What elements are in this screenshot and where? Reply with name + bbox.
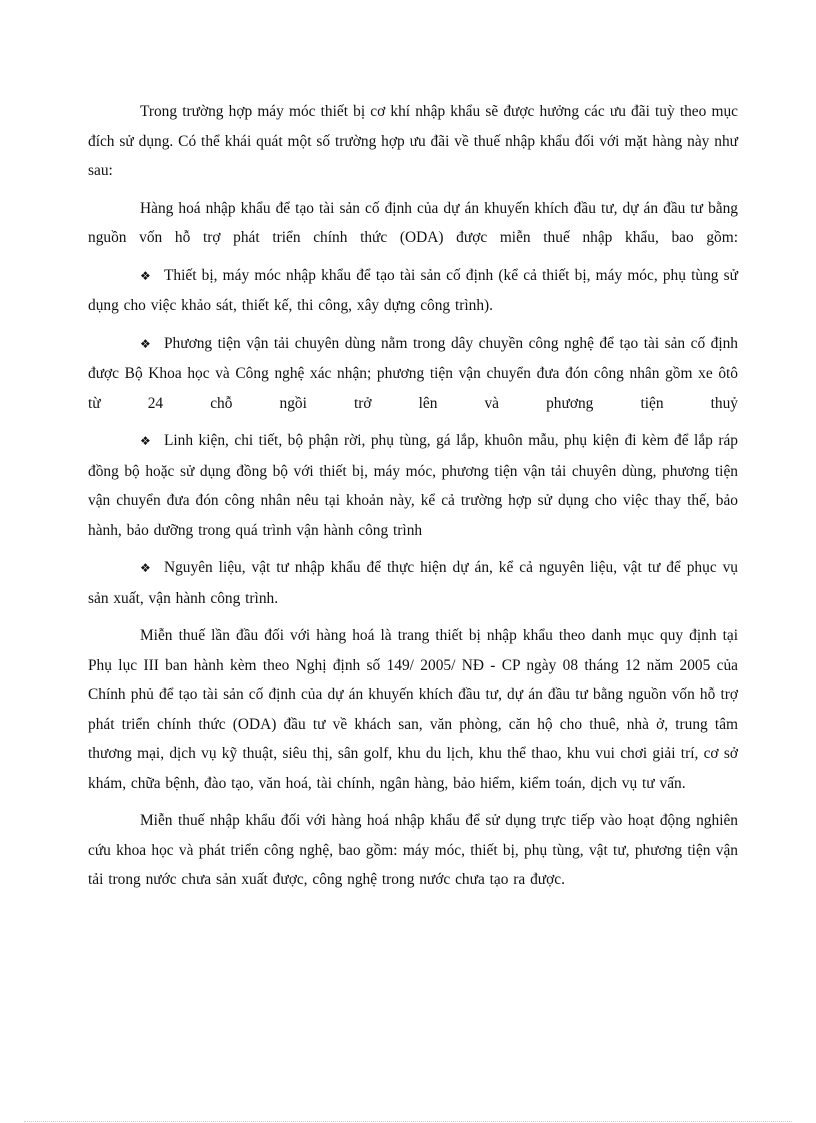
bullet-item-components — [88, 426, 738, 545]
bullet-text: Linh kiện, chi tiết, bộ phận rời, phụ tùng, gá lắp, khuôn mẫu, phụ kiện đi kèm để lắp ráp đồng bộ hoặc sử dụng đồng bộ với thiết bị, máy móc, phương tiện vận tải chuyên dùng, phương tiện vận chuyển đưa đón công nhân nêu tại khoản này, kể cả trường hợp sử dụng cho việc thay thế, bảo hành, bảo dưỡng trong quá trình vận hành công trình — [88, 432, 738, 539]
bullet-text: Thiết bị, máy móc nhập khẩu để tạo tài sản cố định (kể cả thiết bị, máy móc, phụ tùng sử dụng cho việc khảo sát, thiết kế, thi công, xây dựng công trình). — [88, 266, 738, 314]
bullet-text: Phương tiện vận tải chuyên dùng nằm trong dây chuyền công nghệ để tạo tài sản cố định được Bộ Khoa học và Công nghệ xác nhận; phương tiện vận chuyển đưa đón công nhân gồm xe ôtô từ 24 chỗ ngồi trở lên và phương tiện thuỷ — [88, 334, 738, 412]
bullet-item-equipment — [88, 261, 738, 321]
bullet-text: Nguyên liệu, vật tư nhập khẩu để thực hiện dự án, kể cả nguyên liệu, vật tư để phục vụ sản xuất, vận hành công trình. — [88, 559, 738, 607]
research-exemption-paragraph: Miễn thuế nhập khẩu đối với hàng hoá nhập khẩu để sử dụng trực tiếp vào hoạt động nghiên cứu khoa học và phát triển công nghệ, bao gồm: máy móc, thiết bị, phụ tùng, vật tư, phương tiện vận tải trong nước chưa sản xuất được, công nghệ trong nước chưa tạo ra được. — [88, 812, 738, 888]
page-bottom-divider — [24, 1121, 792, 1122]
diamond-bullet-icon: ❖ — [140, 268, 151, 283]
intro-paragraph: Trong trường hợp máy móc thiết bị cơ khí nhập khẩu sẽ được hưởng các ưu đãi tuỳ theo mục đích sử dụng. Có thể khái quát một số trường hợp ưu đãi về thuế nhập khẩu đối với mặt hàng này như sau: — [88, 103, 738, 179]
document-page — [88, 97, 738, 903]
bullet-item-transport — [88, 329, 738, 419]
duty-exemption-paragraph: Hàng hoá nhập khẩu để tạo tài sản cố định của dự án khuyến khích đầu tư, dự án đầu tư bằng nguồn vốn hỗ trợ phát triển chính thức (ODA) được miễn thuế nhập khẩu, bao gồm: — [88, 199, 738, 246]
diamond-bullet-icon: ❖ — [140, 434, 151, 448]
diamond-bullet-icon: ❖ — [140, 336, 151, 351]
diamond-bullet-icon: ❖ — [140, 561, 151, 575]
first-time-exemption-paragraph: Miễn thuế lần đầu đối với hàng hoá là trang thiết bị nhập khẩu theo danh mục quy định tại Phụ lục III ban hành kèm theo Nghị định số 149/ 2005/ NĐ - CP ngày 08 tháng 12 năm 2005 của Chính phủ để tạo tài sản cố định của dự án khuyến khích đầu tư, dự án đầu tư bằng nguồn vốn hỗ trợ phát triển chính thức (ODA) đầu tư về khách san, văn phòng, căn hộ cho thuê, nhà ở, trung tâm thương mại, dịch vụ kỹ thuật, siêu thị, sân golf, khu du lịch, khu thể thao, khu vui chơi giải trí, cơ sở khám, chữa bệnh, đào tạo, văn hoá, tài chính, ngân hàng, bảo hiểm, kiểm toán, dịch vụ tư vấn. — [88, 627, 738, 792]
bullet-item-materials — [88, 553, 738, 613]
